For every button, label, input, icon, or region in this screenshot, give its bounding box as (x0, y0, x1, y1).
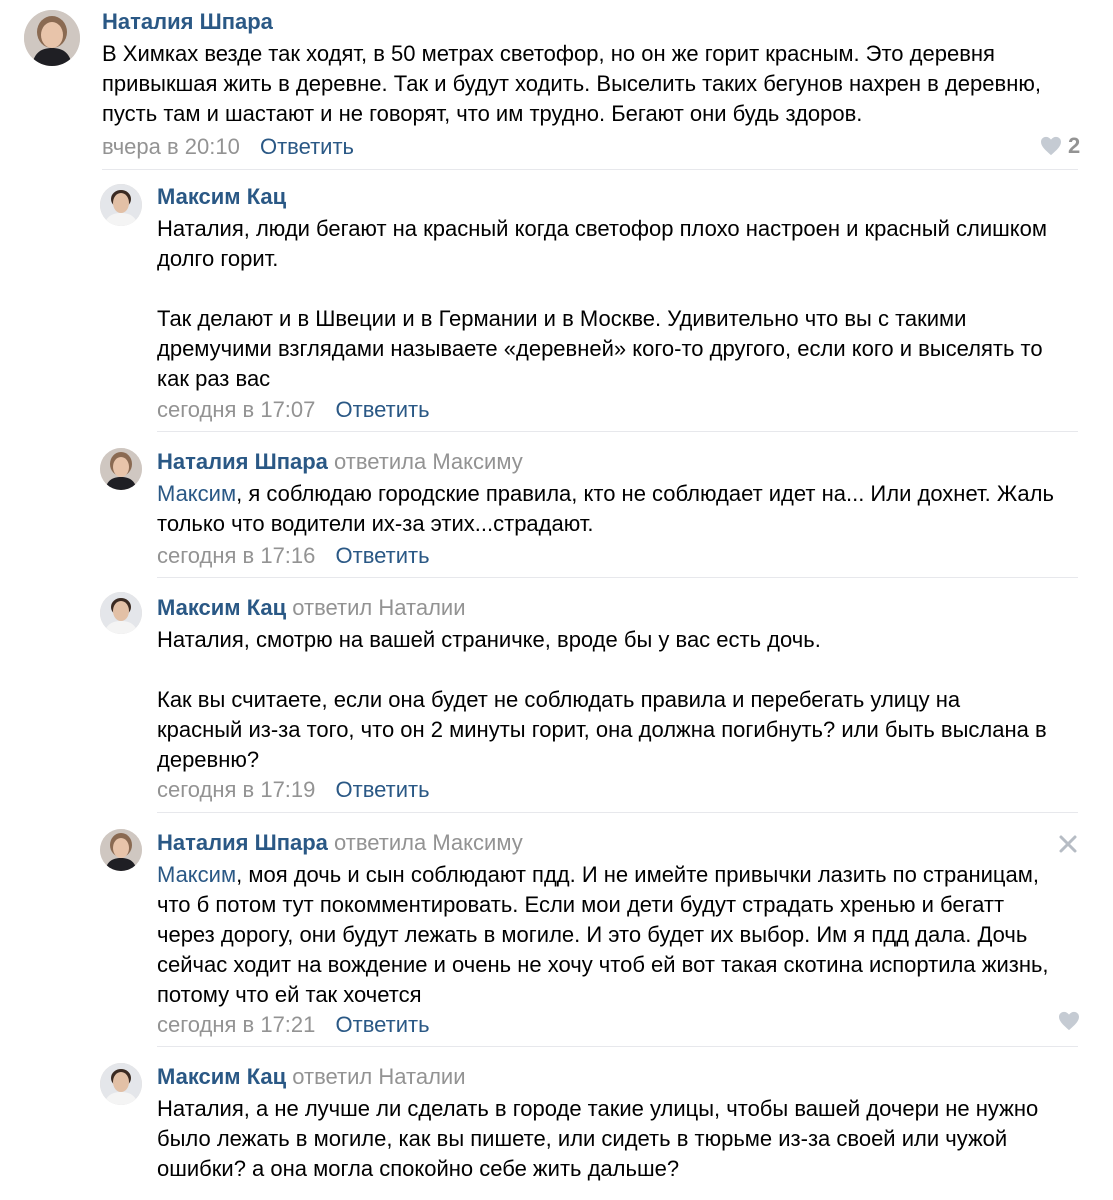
comment (0, 170, 1113, 432)
comment-meta (157, 776, 430, 804)
mention-link[interactable]: Максим (157, 862, 237, 887)
comment (0, 578, 1113, 813)
reply-target-link[interactable]: Наталии (378, 595, 466, 620)
comment-meta (102, 133, 354, 161)
comment-paragraph (157, 479, 1077, 539)
author-name[interactable]: Максим Кац (157, 1064, 287, 1089)
reply-button[interactable]: Ответить (259, 134, 355, 159)
reply-button[interactable]: Ответить (335, 777, 430, 802)
comment (0, 0, 1113, 170)
comment-meta (157, 396, 430, 424)
reply-note: ответила (334, 830, 427, 855)
comment-paragraph: Наталия, смотрю на вашей страничке, вроде бы у вас есть дочь. (157, 627, 821, 652)
comment-text (157, 860, 1067, 1010)
comment-header (157, 183, 286, 211)
comment-text (157, 625, 1047, 775)
reply-target-link[interactable]: Максиму (432, 830, 523, 855)
avatar-woman-icon (100, 829, 142, 871)
comment-date[interactable]: сегодня в 17:07 (157, 397, 316, 422)
avatar[interactable] (100, 184, 142, 226)
avatar[interactable] (100, 448, 142, 490)
reply-note: ответил (292, 595, 373, 620)
author-name[interactable]: Максим Кац (157, 595, 287, 620)
comment-meta (157, 1011, 430, 1039)
avatar[interactable] (24, 10, 80, 66)
reply-target-link[interactable]: Наталии (378, 1064, 466, 1089)
mention-link[interactable]: Максим (157, 481, 237, 506)
heart-icon (1040, 136, 1062, 156)
like-button[interactable] (1058, 1011, 1080, 1031)
author-name[interactable]: Наталия Шпара (157, 449, 328, 474)
avatar-man-icon (100, 184, 142, 226)
comment-text (157, 214, 1057, 394)
comment-paragraph: В Химках везде так ходят, в 50 метрах светофор, но он же горит красным. Это деревня привыкшая жить в деревне. Так и будут ходить. Выселить таких бегунов нахрен в деревню, пусть там и шастают и не говорят, что им трудно. Бегают они будь здоров. (102, 41, 1041, 126)
comment-header (102, 8, 273, 36)
author-name[interactable]: Наталия Шпара (102, 9, 273, 34)
comment (0, 813, 1113, 1047)
reply-button[interactable]: Ответить (335, 1012, 430, 1037)
close-icon[interactable] (1057, 833, 1079, 855)
reply-note: ответил (292, 1064, 373, 1089)
comment-text (157, 1094, 1082, 1184)
comment-paragraph-text: , моя дочь и сын соблюдают пдд. И не имейте привычки лазить по страницам, что б потом тут покомментировать. Если мои дети будут страдать хренью и бегатт через дорогу, они будут лежать в могиле. И это будет их выбор. Им я пдд дала. Дочь сейчас ходит на вождение и очень не хочу чтоб ей вот такая скотина испортила жизнь, потому что ей так хочется (157, 862, 1049, 1007)
comment-paragraph: Наталия, а не лучше ли сделать в городе такие улицы, чтобы вашей дочери не нужно было лежать в могиле, как вы пишете, или сидеть в тюрьме из-за своей или чужой ошибки? а она могла спокойно себе жить дальше? (157, 1096, 1039, 1181)
comment-paragraph: Так делают и в Швеции и в Германии и в Москве. Удивительно что вы с такими дремучими взглядами называете «деревней» кого-то другого, если кого и выселять то как раз вас (157, 306, 1043, 391)
comment-meta (157, 542, 430, 570)
comment-paragraph: Как вы считаете, если она будет не соблюдать правила и перебегать улицу на красный из-за того, что он 2 минуты горит, она должна погибнуть? или быть выслана в деревню? (157, 687, 1047, 772)
avatar-woman-icon (24, 10, 80, 66)
like-count: 2 (1068, 133, 1081, 158)
avatar-man-icon (100, 1063, 142, 1105)
author-name[interactable]: Наталия Шпара (157, 830, 328, 855)
comment-text (157, 479, 1077, 539)
avatar-woman-icon (100, 448, 142, 490)
comment-date[interactable]: сегодня в 17:19 (157, 777, 316, 802)
comment-date[interactable]: сегодня в 17:21 (157, 1012, 316, 1037)
comment (0, 432, 1113, 578)
comment-header (157, 1063, 466, 1091)
comment (0, 1047, 1113, 1200)
reply-target-link[interactable]: Максиму (432, 449, 523, 474)
comment-text (102, 39, 1082, 129)
comment-header (157, 829, 523, 857)
comment-header (157, 594, 466, 622)
comment-paragraph: Наталия, люди бегают на красный когда светофор плохо настроен и красный слишком долго горит. (157, 216, 1047, 271)
comment-date[interactable]: сегодня в 17:16 (157, 543, 316, 568)
comment-paragraph-text: , я соблюдаю городские правила, кто не соблюдает идет на... Или дохнет. Жаль только что водители их-за этих...страдают. (157, 481, 1054, 536)
avatar[interactable] (100, 592, 142, 634)
comment-date[interactable]: вчера в 20:10 (102, 134, 240, 159)
like-button[interactable] (1040, 132, 1080, 160)
avatar[interactable] (100, 829, 142, 871)
heart-icon (1058, 1011, 1080, 1031)
avatar[interactable] (100, 1063, 142, 1105)
avatar-man-icon (100, 592, 142, 634)
comment-header (157, 448, 523, 476)
author-name[interactable]: Максим Кац (157, 184, 287, 209)
reply-button[interactable]: Ответить (335, 397, 430, 422)
reply-button[interactable]: Ответить (335, 543, 430, 568)
reply-note: ответила (334, 449, 427, 474)
comment-paragraph (157, 860, 1067, 1010)
